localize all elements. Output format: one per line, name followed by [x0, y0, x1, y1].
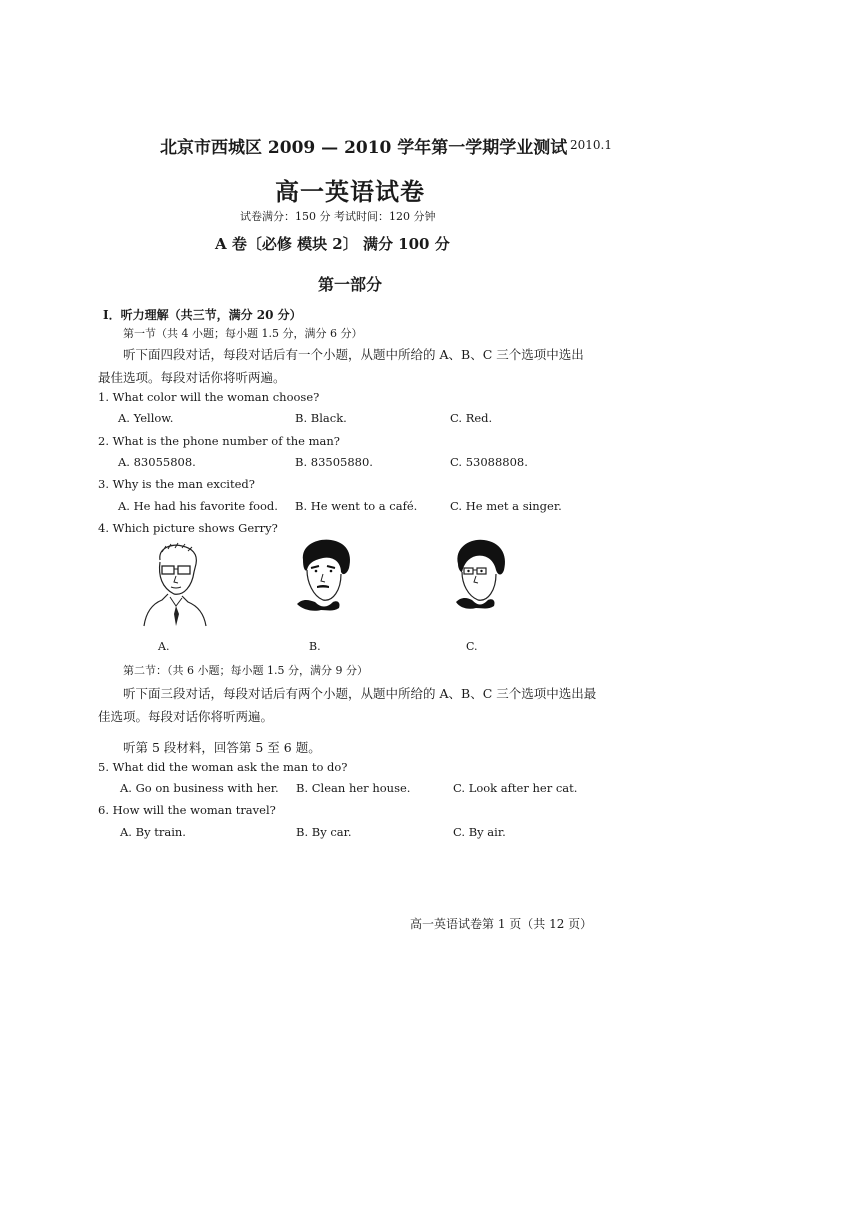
listen-passage-5: 听第 5 段材料，回答第 5 至 6 题。: [123, 740, 321, 755]
instructions-2-line1: 听下面三段对话，每段对话后有两个小题，从题中所给的 A、B、C 三个选项中选出最: [123, 686, 597, 701]
part-a-heading: A 卷〔必修 模块 2〕 满分 100 分: [215, 235, 450, 253]
part-one-heading: 第一部分: [318, 275, 383, 294]
exam-info: 试卷满分：150 分 考试时间：120 分钟: [240, 210, 436, 223]
question-1-option-b: B. Black.: [295, 411, 347, 425]
picture-a-label: A.: [158, 640, 170, 653]
instructions-1-line2: 最佳选项。每段对话你将听两遍。: [98, 370, 286, 385]
question-1-option-a: A. Yellow.: [118, 411, 174, 425]
exam-date: 2010.1: [570, 138, 612, 152]
question-6: 6. How will the woman travel?: [98, 803, 276, 817]
page-footer: 高一英语试卷第 1 页（共 12 页）: [410, 917, 593, 931]
picture-b-label: B.: [309, 640, 321, 653]
subsection-2-heading: 第二节：（共 6 小题；每小题 1.5 分，满分 9 分）: [123, 664, 368, 677]
question-5-option-c: C. Look after her cat.: [453, 781, 578, 795]
man-with-glasses-drawing-icon: [138, 540, 218, 630]
question-2: 2. What is the phone number of the man?: [98, 434, 340, 448]
question-2-option-c: C. 53088808.: [450, 455, 528, 469]
picture-c-label: C.: [466, 640, 478, 653]
question-1: 1. What color will the woman choose?: [98, 390, 320, 404]
exam-main-title: 高一英语试卷: [275, 177, 425, 206]
instructions-1-line1: 听下面四段对话，每段对话后有一个小题，从题中所给的 A、B、C 三个选项中选出: [123, 347, 584, 362]
question-6-option-a: A. By train.: [120, 825, 186, 839]
question-5: 5. What did the woman ask the man to do?: [98, 760, 348, 774]
exam-header-title: 北京市西城区 2009 — 2010 学年第一学期学业测试: [160, 138, 568, 158]
question-5-option-b: B. Clean her house.: [296, 781, 411, 795]
section-heading: Ⅰ．听力理解（共三节，满分 20 分）: [103, 308, 302, 322]
instructions-2-line2: 佳选项。每段对话你将听两遍。: [98, 709, 274, 724]
question-3: 3. Why is the man excited?: [98, 477, 255, 491]
question-4: 4. Which picture shows Gerry?: [98, 521, 278, 535]
question-6-option-c: C. By air.: [453, 825, 506, 839]
question-3-option-b: B. He went to a café.: [295, 499, 418, 513]
subsection-1-heading: 第一节（共 4 小题；每小题 1.5 分，满分 6 分）: [123, 327, 363, 340]
question-2-option-a: A. 83055808.: [118, 455, 196, 469]
question-3-option-a: A. He had his favorite food.: [118, 499, 278, 513]
question-2-option-b: B. 83505880.: [295, 455, 373, 469]
man-with-dark-hair-beard-drawing-icon: [293, 538, 357, 618]
question-1-option-c: C. Red.: [450, 411, 493, 425]
man-with-glasses-dark-hair-drawing-icon: [450, 538, 514, 618]
question-6-option-b: B. By car.: [296, 825, 352, 839]
question-5-option-a: A. Go on business with her.: [120, 781, 279, 795]
question-3-option-c: C. He met a singer.: [450, 499, 562, 513]
